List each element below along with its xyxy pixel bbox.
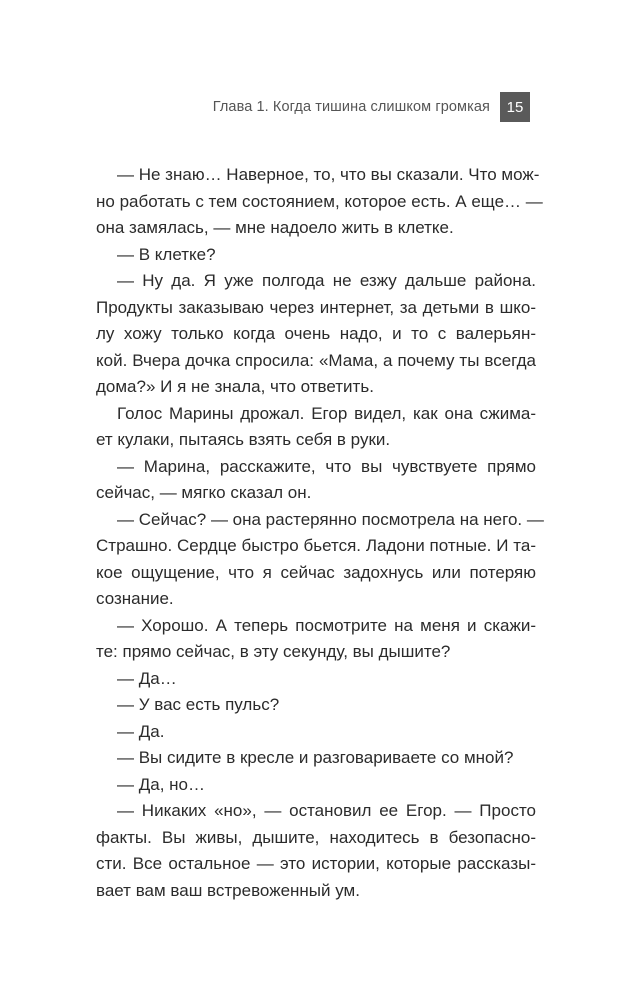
text-line: но работать с тем состоянием, которое есть. А еще… — [96,191,543,211]
text-line: — Хорошо. А теперь посмотрите на меня и скажи- [117,615,536,635]
text-line: Продукты заказываю через интернет, за детьми в шко- [96,297,536,317]
text-line: — В клетке? [117,244,216,264]
text-line: Голос Марины дрожал. Егор видел, как она сжима- [117,403,536,423]
text-line: — Ну да. Я уже полгода не езжу дальше района. [117,271,536,290]
text-line: кое ощущение, что я сейчас задохнусь или потеряю [96,562,536,582]
text-line: Страшно. Сердце быстро бьется. Ладони потные. И та- [96,536,536,555]
chapter-title: Глава 1. Когда тишина слишком громкая [212,99,490,115]
text-line: лу хожу только когда очень надо, и то с валерьян- [96,324,536,343]
text-line: — У вас есть пульс? [117,695,280,714]
text-line: сти. Все остальное — это истории, которые рассказы- [96,854,536,873]
text-line: факты. Вы живы, дышите, находитесь в безопасно- [96,827,536,847]
text-line: — Сейчас? — она растерянно посмотрела на него. — [117,509,544,529]
text-line: — Никаких «но», — остановил ее Егор. — Просто [117,801,536,820]
text-line: — Да, но… [117,774,205,794]
page-number: 15 [500,92,530,122]
text-line: ет кулаки, пытаясь взять себя в руки. [96,430,391,449]
body-text [96,162,544,904]
running-header [213,92,530,122]
text-line: она замялась, — мне надоело жить в клетке. [96,218,454,237]
text-line: — Вы сидите в кресле и разговариваете со мной? [117,748,514,767]
text-line: дома?» И я не знала, что ответить. [96,377,374,396]
text-line: — Не знаю… Наверное, то, что вы сказали. Что мож- [117,165,540,184]
text-line: те: прямо сейчас, в эту секунду, вы дышите? [96,642,451,661]
text-line: — Да… [117,668,177,688]
text-line: — Да. [117,721,165,741]
text-line: кой. Вчера дочка спросила: «Мама, а почему ты всегда [96,350,536,370]
text-line: вает вам ваш встревоженный ум. [96,880,360,900]
text-line: сознание. [96,589,174,608]
text-line: сейчас, — мягко сказал он. [96,483,312,502]
text-line: — Марина, расскажите, что вы чувствуете прямо [117,456,536,476]
